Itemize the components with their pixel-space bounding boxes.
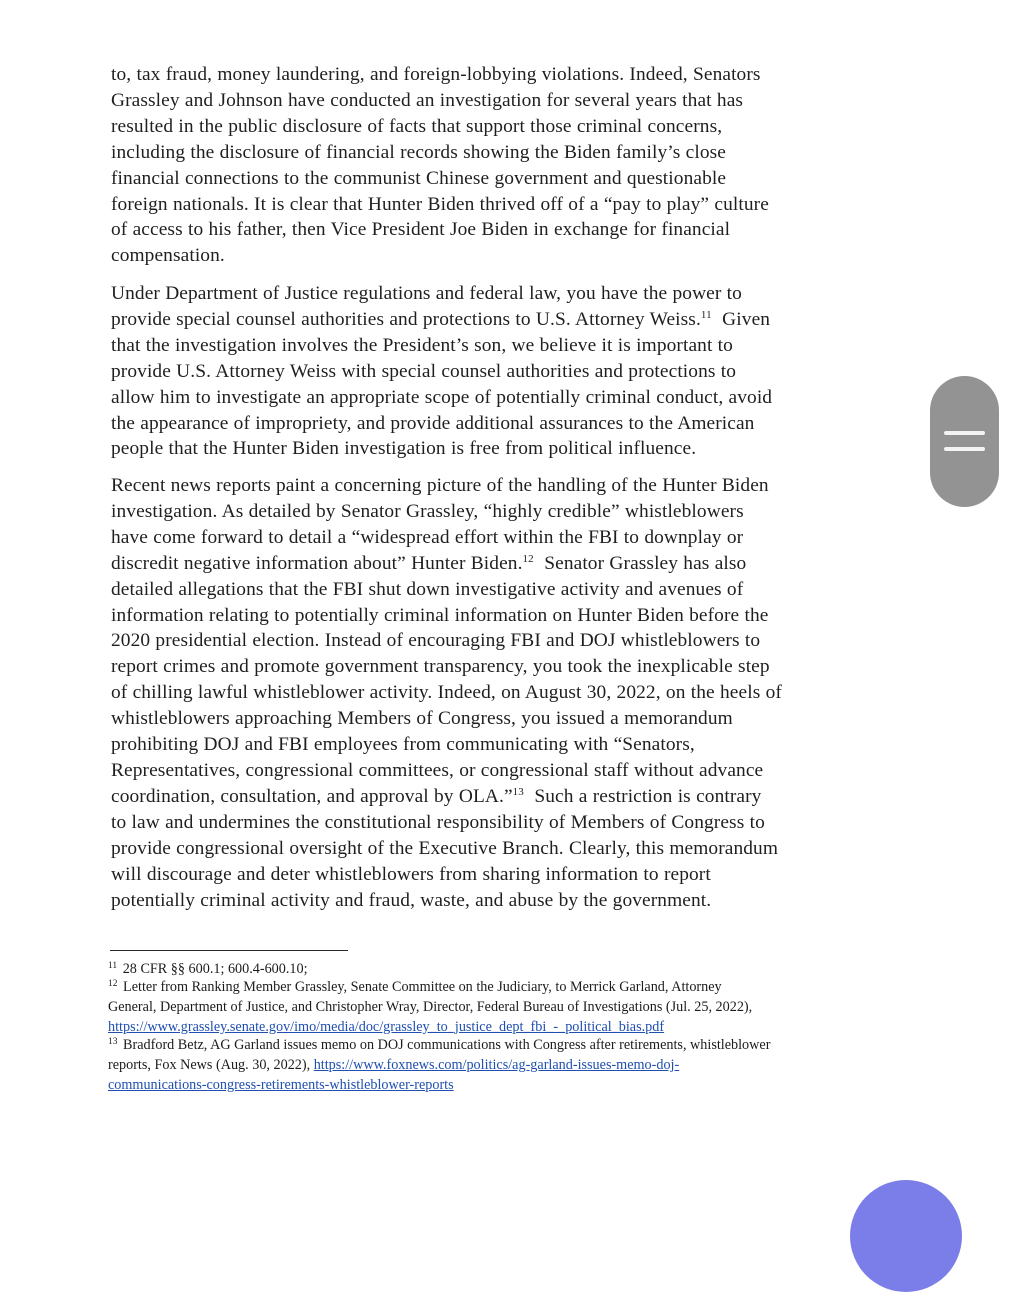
footnote-11 [108, 959, 908, 979]
footnote-link[interactable]: communications-congress-retirements-whistleblower-reports [108, 1077, 454, 1093]
text-line: including the disclosure of financial records showing the Biden family’s close [111, 141, 726, 163]
text-line: provide U.S. Attorney Weiss with special counsel authorities and protections to [111, 360, 737, 382]
text-line: prohibiting DOJ and FBI employees from communicating with “Senators, [111, 734, 695, 756]
text-line [111, 551, 901, 577]
text-line: financial connections to the communist Chinese government and questionable [111, 167, 727, 189]
footnote-number: 11 [108, 961, 118, 971]
footnote-line [108, 977, 908, 997]
text-segment: Senator Grassley has also [533, 552, 747, 574]
text-line: Under Department of Justice regulations and federal law, you have the power to [111, 283, 742, 304]
text-line: the appearance of impropriety, and provide additional assurances to the American [111, 412, 755, 434]
text-segment: coordination, consultation, and approval by OLA.” [111, 785, 513, 807]
footnote-12 [108, 977, 908, 1037]
grip-line-icon [944, 447, 985, 451]
text-line: to, tax fraud, money laundering, and foreign-lobbying violations. Indeed, Senators [111, 64, 761, 85]
text-line: will discourage and deter whistleblowers from sharing information to report [111, 863, 711, 885]
footnote-line [108, 1075, 908, 1095]
text-line: information relating to potentially criminal information on Hunter Biden before the [111, 604, 769, 626]
text-line: 2020 presidential election. Instead of encouraging FBI and DOJ whistleblowers to [111, 630, 761, 652]
paragraph-2 [111, 281, 901, 462]
text-line: potentially criminal activity and fraud, waste, and abuse by the government. [111, 889, 712, 911]
footnote-line [108, 1035, 908, 1055]
floating-action-button[interactable] [850, 1180, 962, 1292]
text-segment: discredit negative information about” Hunter Biden. [111, 552, 523, 574]
scroll-handle[interactable] [930, 376, 999, 507]
text-segment: Such a restriction is contrary [523, 785, 762, 807]
text-line: to law and undermines the constitutional responsibility of Members of Congress to [111, 811, 765, 833]
paragraph-1 [111, 62, 901, 269]
footnote-line [108, 1055, 908, 1075]
footnote-text: reports, Fox News (Aug. 30, 2022), [108, 1057, 314, 1073]
text-line: provide congressional oversight of the Executive Branch. Clearly, this memorandum [111, 837, 779, 859]
footnote-ref-13[interactable]: 13 [512, 785, 524, 798]
text-line: whistleblowers approaching Members of Congress, you issued a memorandum [111, 708, 733, 730]
text-line: of chilling lawful whistleblower activity. Indeed, on August 30, 2022, on the heels of [111, 682, 782, 704]
grip-line-icon [944, 431, 985, 435]
text-line: foreign nationals. It is clear that Hunter Biden thrived off of a “pay to play” culture [111, 193, 769, 215]
footnote-13 [108, 1035, 908, 1095]
text-line [111, 784, 901, 810]
footnote-separator [110, 950, 348, 951]
text-line: detailed allegations that the FBI shut down investigative activity and avenues of [111, 578, 744, 600]
footnote-line [108, 959, 908, 979]
text-line: people that the Hunter Biden investigation is free from political influence. [111, 438, 697, 460]
footnote-link[interactable]: https://www.grassley.senate.gov/imo/media/doc/grassley_to_justice_dept_fbi_-_political_bias.pdf [108, 1019, 665, 1035]
footnote-text: Letter from Ranking Member Grassley, Senate Committee on the Judiciary, to Merrick Garland, Attorney [123, 979, 722, 995]
text-line: of access to his father, then Vice President Joe Biden in exchange for financial [111, 219, 731, 241]
paragraph-3 [111, 473, 901, 913]
text-line: that the investigation involves the President’s son, we believe it is important to [111, 334, 733, 356]
text-line: investigation. As detailed by Senator Grassley, “highly credible” whistleblowers [111, 500, 744, 522]
text-line: have come forward to detail a “widespread effort within the FBI to downplay or [111, 526, 744, 548]
text-line: compensation. [111, 245, 225, 267]
footnote-link[interactable]: https://www.foxnews.com/politics/ag-garland-issues-memo-doj- [313, 1057, 680, 1073]
text-segment: provide special counsel authorities and protections to U.S. Attorney Weiss. [111, 308, 701, 330]
text-line: Recent news reports paint a concerning picture of the handling of the Hunter Biden [111, 475, 769, 496]
text-line: Grassley and Johnson have conducted an investigation for several years that has [111, 89, 744, 111]
footnote-text: Bradford Betz, AG Garland issues memo on DOJ communications with Congress after retirements, whistleblower [123, 1037, 771, 1053]
footnote-ref-12[interactable]: 12 [522, 552, 534, 565]
footnote-number: 13 [108, 1037, 118, 1047]
text-line: allow him to investigate an appropriate scope of potentially criminal conduct, avoid [111, 386, 773, 408]
text-line: Representatives, congressional committees, or congressional staff without advance [111, 759, 764, 781]
text-segment: Given [711, 308, 771, 330]
text-line [111, 307, 901, 333]
text-line: resulted in the public disclosure of facts that support those criminal concerns, [111, 115, 723, 137]
footnote-text: 28 CFR §§ 600.1; 600.4-600.10; [122, 961, 308, 977]
footnote-line [108, 1017, 908, 1037]
text-line: report crimes and promote government transparency, you took the inexplicable step [111, 656, 770, 678]
footnote-ref-11[interactable]: 11 [700, 308, 712, 321]
footnote-line: General, Department of Justice, and Christopher Wray, Director, Federal Bureau of Investigations (Jul. 25, 2022), [108, 999, 753, 1015]
footnote-number: 12 [108, 979, 118, 989]
